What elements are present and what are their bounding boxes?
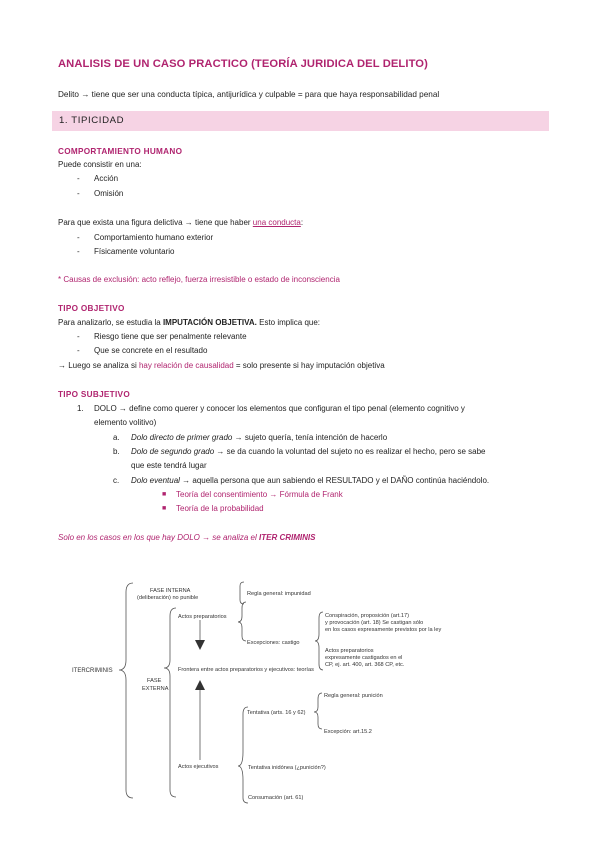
conducta-link: una conducta xyxy=(252,218,301,227)
excepciones-brace xyxy=(315,612,323,670)
heading-comportamiento: COMPORTAMIENTO HUMANO xyxy=(58,147,183,156)
actos-preparatorios: Actos preparatorios xyxy=(178,614,227,620)
list-item: Omisión xyxy=(94,189,124,198)
bullet-square: ■ xyxy=(162,491,167,498)
figura-lead: Para que exista una figura delictiva → tiene que haber una conducta: xyxy=(58,218,304,227)
causalidad-line: → Luego se analiza si hay relación de causalidad = solo presente si hay imputación objetiva xyxy=(58,361,385,370)
tentativa: Tentativa (arts. 16 y 62) xyxy=(247,710,306,716)
heading-tipo-subjetivo: TIPO SUBJETIVO xyxy=(58,390,130,399)
comportamiento-lead: Puede consistir en una: xyxy=(58,160,142,169)
page-title: ANALISIS DE UN CASO PRACTICO (TEORÍA JURIDICA DEL DELITO) xyxy=(58,58,428,70)
list-item: Riesgo tiene que ser penalmente relevante xyxy=(94,332,247,341)
dolo-segundo-grado-cont: que este tendrá lugar xyxy=(131,461,207,470)
teoria-probabilidad: Teoría de la probabilidad xyxy=(176,504,264,513)
conspiracion-line3: en los casos expresamente previstos por la ley xyxy=(325,627,442,633)
regla-impunidad: Regla general: impunidad xyxy=(247,591,311,597)
objetivo-lead: Para analizarlo, se estudia la IMPUTACIÓN OBJETIVA. Esto implica que: xyxy=(58,318,321,327)
bullet-square: ■ xyxy=(162,505,167,512)
iter-criminis-note: Solo en los casos en los que hay DOLO → se analiza el ITER CRIMINIS xyxy=(58,533,316,542)
list-dash: - xyxy=(77,233,80,242)
dolo-eventual: Dolo eventual → aquella persona que aun sabiendo el RESULTADO y el DAÑO continúa haciéndolo. xyxy=(131,476,490,485)
dolo-definition-cont: elemento volitivo) xyxy=(94,418,157,427)
conspiracion-line1: Conspiración, proposición (art.17) xyxy=(325,613,409,619)
heading-tipo-objetivo: TIPO OBJETIVO xyxy=(58,304,125,313)
list-dash: - xyxy=(77,174,80,183)
consumacion: Consumación (art. 61) xyxy=(248,795,304,801)
sublist-letter: a. xyxy=(113,433,120,442)
list-dash: - xyxy=(77,346,80,355)
fase-interna-label: FASE INTERNA xyxy=(150,588,191,594)
list-item: Físicamente voluntario xyxy=(94,247,175,256)
tentativa-inidonea: Tentativa inidónea (¿punición?) xyxy=(248,765,326,771)
conspiracion-line2: y provocación (art. 18) Se castigan sólo xyxy=(325,620,424,626)
sublist-letter: c. xyxy=(113,476,120,485)
list-item: Comportamiento humano exterior xyxy=(94,233,214,242)
list-item: Que se concrete en el resultado xyxy=(94,346,208,355)
arrow-down-icon xyxy=(195,640,205,650)
fase-interna-sublabel: (deliberación) no punible xyxy=(137,595,199,601)
excepciones-castigo: Excepciones: castigo xyxy=(247,640,300,646)
dolo-primer-grado: Dolo directo de primer grado → sujeto quería, tenía intención de hacerlo xyxy=(131,433,388,442)
ap-castigados-line1: Actos preparatorios xyxy=(325,648,374,654)
fase-externa-label: FASE xyxy=(147,678,162,684)
list-number: 1. xyxy=(77,404,84,413)
list-item: Acción xyxy=(94,174,119,183)
frontera-teorias: Frontera entre actos preparatorios y ejecutivos: teorías xyxy=(178,667,314,673)
exclusion-note: * Causas de exclusión: acto reflejo, fuerza irresistible o estado de inconsciencia xyxy=(58,275,340,284)
list-dash: - xyxy=(77,332,80,341)
list-dash: - xyxy=(77,189,80,198)
ap-castigados-line2: expresamente castigados en el xyxy=(325,655,403,661)
excepcion-15-2: Excepción: art.15.2 xyxy=(324,729,372,735)
root-brace xyxy=(119,583,133,798)
list-dash: - xyxy=(77,247,80,256)
dolo-segundo-grado: Dolo de segundo grado → se da cuando la voluntad del sujeto no es realizar el hecho, pero se sabe xyxy=(131,447,486,456)
section-title: 1. TIPICIDAD xyxy=(59,115,125,126)
diagram-root: ITERCRIMINIS xyxy=(72,668,113,674)
fase-externa-sublabel: EXTERNA xyxy=(142,686,169,692)
dolo-definition: DOLO → define como querer y conocer los elementos que configuran el tipo penal (elemento cognitivo y xyxy=(94,404,465,413)
tentativa-brace xyxy=(314,693,322,729)
intro-definition: Delito → tiene que ser una conducta típica, antijurídica y culpable = para que haya responsabilidad penal xyxy=(58,90,440,99)
actos-ejecutivos: Actos ejecutivos xyxy=(178,764,219,770)
externa-brace xyxy=(164,608,176,797)
sublist-letter: b. xyxy=(113,447,120,456)
teoria-consentimiento: Teoría del consentimiento → Fórmula de Frank xyxy=(176,490,343,499)
regla-punicion: Regla general: punición xyxy=(324,693,383,699)
ap-castigados-line3: CP, ej. art. 400, art. 368 CP, etc. xyxy=(325,662,405,668)
preparatorios-brace xyxy=(238,602,246,641)
ejecutivos-brace xyxy=(238,707,248,803)
interna-brace xyxy=(240,582,244,604)
arrow-up-icon xyxy=(195,680,205,690)
